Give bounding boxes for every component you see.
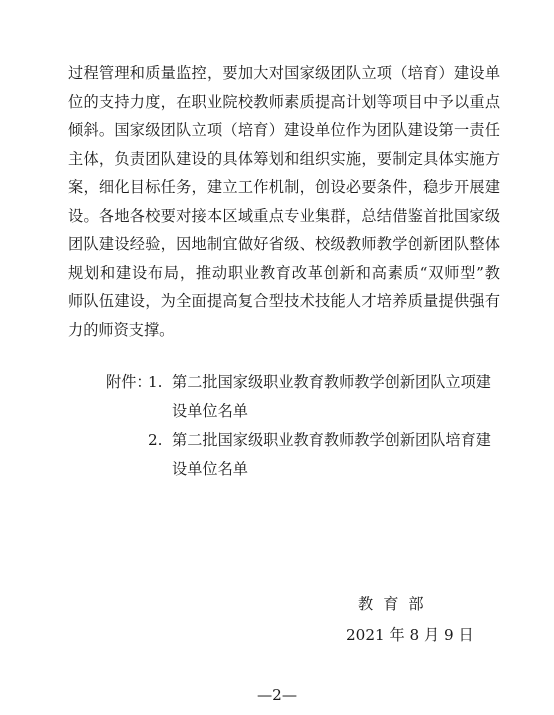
attachment-number: 1. bbox=[148, 373, 163, 391]
body-line: 位 的 支 持 力 度 ， 在 职 业 院 校 教 师 素 质 提 高 计 划 等 项 目 中 予 以 重 点 bbox=[68, 92, 500, 111]
attachment-item-2 bbox=[106, 426, 506, 455]
attachment-item-2-continued bbox=[106, 455, 506, 484]
attachment-item-1-continued bbox=[106, 397, 506, 426]
attachment-title: 第二批国家级职业教育教师教学创新团队培育建 bbox=[172, 431, 491, 449]
body-line: 规 划 和 建 设 布 局 ， 推 动 职 业 教 育 改 革 创 新 和 高 素 质 “ 双 师 型 ” 教 bbox=[68, 263, 500, 282]
issue-date: 2021 年 8 月 9 日 bbox=[346, 626, 474, 644]
issuing-organization: 教育部 bbox=[358, 595, 434, 613]
attachment-item-1 bbox=[106, 368, 506, 397]
body-line: 团 队 建 设 经 验 ， 因 地 制 宜 做 好 省 级 、 校 级 教 师 教 学 创 新 团 队 整 体 bbox=[68, 235, 500, 253]
body-line: 倾 斜 。 国 家 级 团 队 立 项 （ 培 育 ） 建 设 单 位 作 为 团 队 建 设 第 一 责 任 bbox=[68, 121, 500, 139]
body-line: 案 ， 细 化 目 标 任 务 ， 建 立 工 作 机 制 ， 创 设 必 要 条 件 ， 稳 步 开 展 建 bbox=[68, 178, 500, 196]
body-line: 主 体 ， 负 责 团 队 建 设 的 具 体 筹 划 和 组 织 实 施 ， 要 制 定 具 体 实 施 方 bbox=[68, 149, 500, 168]
body-line: 过 程 管 理 和 质 量 监 控 ， 要 加 大 对 国 家 级 团 队 立 项 （ 培 育 ） 建 设 单 bbox=[68, 64, 500, 82]
body-paragraph bbox=[68, 59, 500, 344]
body-line: 力的师资支撑。 bbox=[68, 320, 175, 339]
attachment-title-continued: 设单位名单 bbox=[172, 402, 248, 420]
body-line: 设 。 各 地 各 校 要 对 接 本 区 域 重 点 专 业 集 群 ， 总 结 借 鉴 首 批 国 家 级 bbox=[68, 206, 500, 225]
attachment-title-continued: 设单位名单 bbox=[172, 460, 248, 478]
page-number: —2— bbox=[256, 686, 298, 704]
attachments-label: 附件： bbox=[106, 373, 152, 391]
attachment-number: 2. bbox=[148, 431, 163, 449]
body-line: 师 队 伍 建 设 ， 为 全 面 提 高 复 合 型 技 术 技 能 人 才 培 养 质 量 提 供 强 有 bbox=[68, 292, 500, 310]
attachments-list bbox=[106, 368, 506, 484]
attachment-title: 第二批国家级职业教育教师教学创新团队立项建 bbox=[172, 373, 491, 391]
